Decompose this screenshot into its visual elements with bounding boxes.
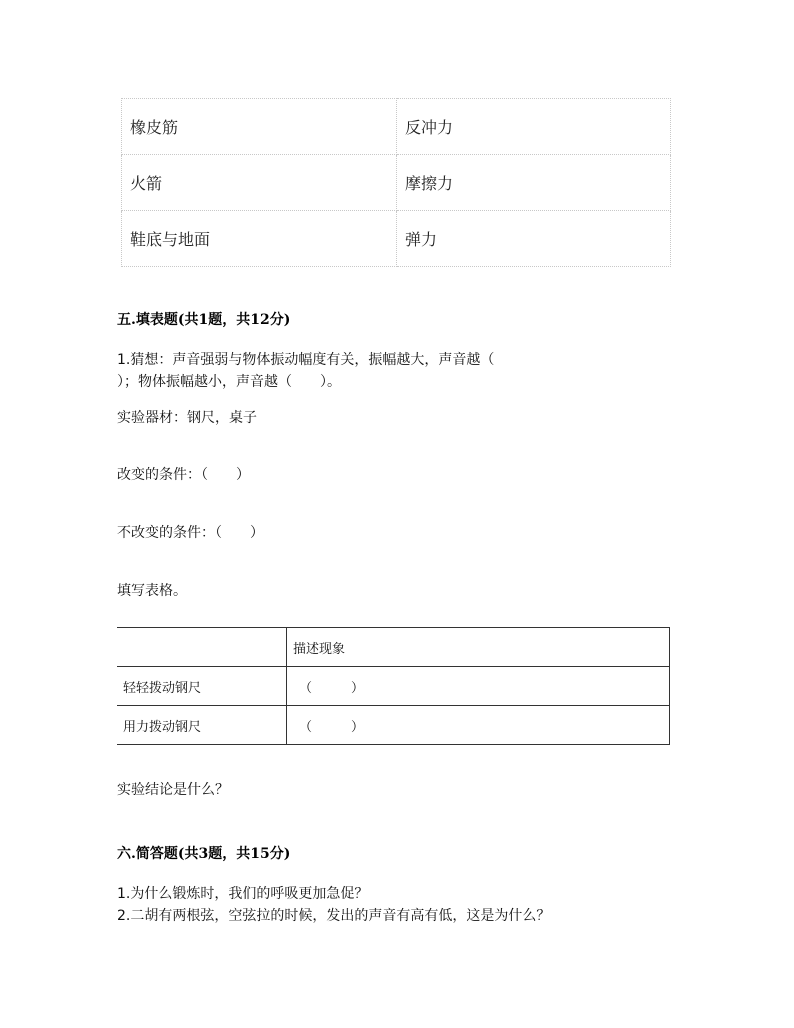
conclusion-question: 实验结论是什么？: [117, 782, 229, 798]
table-cell: 弹力: [397, 211, 671, 267]
section-5-heading: 五.填表题(共1题，共12分): [117, 312, 291, 328]
table-header-cell: 描述现象: [287, 628, 670, 667]
answer-blank[interactable]: （ ）: [287, 706, 670, 745]
materials-text: 实验器材：钢尺，桌子: [117, 410, 257, 426]
table-cell: 轻轻拨动钢尺: [117, 667, 287, 706]
fill-table-instruction: 填写表格。: [117, 583, 187, 599]
unchanged-condition-text: 不改变的条件：（ ）: [117, 525, 264, 541]
changed-condition-text: 改变的条件：（ ）: [117, 467, 250, 483]
question-6-2: 2.二胡有两根弦，空弦拉的时候，发出的声音有高有低，这是为什么？: [117, 908, 551, 924]
question-6-1: 1.为什么锻炼时，我们的呼吸更加急促？: [117, 886, 369, 902]
section-6-heading: 六.简答题(共3题，共15分): [117, 846, 291, 862]
table-cell: 反冲力: [397, 99, 671, 155]
table-header-cell: [117, 628, 287, 667]
question-1-line-2: ）；物体振幅越小，声音越（ ）。: [117, 374, 341, 390]
table-cell: 橡皮筋: [122, 99, 397, 155]
table-row: [117, 706, 670, 745]
table-row: [117, 667, 670, 706]
table-cell: 鞋底与地面: [122, 211, 397, 267]
answer-blank[interactable]: （ ）: [287, 667, 670, 706]
table-row: [122, 211, 671, 267]
table-header-row: [117, 628, 670, 667]
question-1-line-1: 1.猜想：声音强弱与物体振动幅度有关，振幅越大，声音越（: [117, 352, 495, 368]
table-cell: 用力拨动钢尺: [117, 706, 287, 745]
table-cell: 火箭: [122, 155, 397, 211]
observation-table: [117, 627, 670, 745]
table-row: [122, 99, 671, 155]
table-row: [122, 155, 671, 211]
table-cell: 摩擦力: [397, 155, 671, 211]
matching-table: [121, 98, 671, 267]
